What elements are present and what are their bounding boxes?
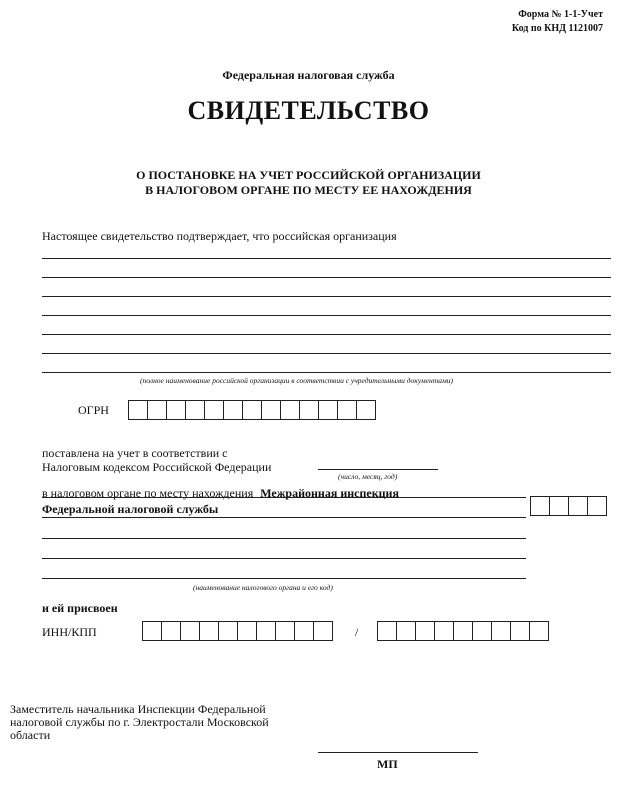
digit-cell[interactable] <box>162 622 181 640</box>
digit-cell[interactable] <box>219 622 238 640</box>
digit-cell[interactable] <box>397 622 416 640</box>
registration-line-2: Налоговым кодексом Российской Федерации <box>42 460 272 474</box>
digit-cell[interactable] <box>454 622 473 640</box>
digit-cell[interactable] <box>588 497 607 515</box>
signatory-line-1: Заместитель начальника Инспекции Федеральной <box>10 702 266 716</box>
digit-cell[interactable] <box>295 622 314 640</box>
digit-cell[interactable] <box>238 622 257 640</box>
subtitle-line-1: О ПОСТАНОВКЕ НА УЧЕТ РОССИЙСКОЙ ОРГАНИЗАЦИИ <box>136 168 481 182</box>
digit-cell[interactable] <box>569 497 588 515</box>
digit-cell[interactable] <box>319 401 338 419</box>
form-number-block <box>512 8 603 36</box>
org-name-line-5[interactable] <box>42 334 611 335</box>
digit-cell[interactable] <box>276 622 295 640</box>
digit-cell[interactable] <box>473 622 492 640</box>
tax-authority-line-5[interactable] <box>42 578 526 579</box>
org-name-hint: (полное наименование российской организации в соответствии с учредительными документами) <box>140 376 454 385</box>
document-subtitle <box>0 168 617 198</box>
agency-name: Федеральная налоговая служба <box>222 68 395 82</box>
knd-code: Код по КНД 1121007 <box>511 23 603 34</box>
digit-cell[interactable] <box>143 622 162 640</box>
digit-cell[interactable] <box>300 401 319 419</box>
assigned-label: и ей присвоен <box>42 601 118 615</box>
digit-cell[interactable] <box>167 401 186 419</box>
tax-authority-label-text: в налоговом органе по месту нахождения <box>42 486 254 500</box>
org-name-line-1[interactable] <box>42 258 611 259</box>
tax-authority-line-3[interactable] <box>42 538 526 539</box>
digit-cell[interactable] <box>338 401 357 419</box>
digit-cell[interactable] <box>129 401 148 419</box>
inn-kpp-separator: / <box>355 625 359 639</box>
digit-cell[interactable] <box>550 497 569 515</box>
digit-cell[interactable] <box>531 497 550 515</box>
org-name-line-3[interactable] <box>42 296 611 297</box>
tax-authority-value-part1: Межрайонная инспекция <box>260 486 399 500</box>
digit-cell[interactable] <box>416 622 435 640</box>
tax-authority-line-4[interactable] <box>42 558 526 559</box>
digit-cell[interactable] <box>281 401 300 419</box>
digit-cell[interactable] <box>357 401 376 419</box>
subtitle-line-2: В НАЛОГОВОМ ОРГАНЕ ПО МЕСТУ ЕЕ НАХОЖДЕНИЯ <box>145 183 472 197</box>
tax-authority-hint: (наименование налогового органа и его код) <box>193 583 333 592</box>
signature-line[interactable] <box>318 752 478 753</box>
tax-authority-code-cells[interactable] <box>530 496 607 516</box>
digit-cell[interactable] <box>530 622 549 640</box>
digit-cell[interactable] <box>314 622 333 640</box>
document-title: СВИДЕТЕЛЬСТВО <box>187 96 430 125</box>
digit-cell[interactable] <box>181 622 200 640</box>
inn-cells[interactable] <box>142 621 333 641</box>
digit-cell[interactable] <box>224 401 243 419</box>
digit-cell[interactable] <box>200 622 219 640</box>
tax-authority-value-part2: Федеральной налоговой службы <box>42 502 219 516</box>
kpp-cells[interactable] <box>377 621 549 641</box>
signatory-line-3: области <box>10 728 51 742</box>
digit-cell[interactable] <box>243 401 262 419</box>
digit-cell[interactable] <box>186 401 205 419</box>
org-name-line-6[interactable] <box>42 353 611 354</box>
digit-cell[interactable] <box>511 622 530 640</box>
form-number: Форма № 1-1-Учет <box>518 9 603 20</box>
org-name-line-4[interactable] <box>42 315 611 316</box>
org-name-line-7[interactable] <box>42 372 611 373</box>
ogrn-label: ОГРН <box>78 403 109 417</box>
digit-cell[interactable] <box>492 622 511 640</box>
intro-text: Настоящее свидетельство подтверждает, что российская организация <box>42 229 397 243</box>
digit-cell[interactable] <box>205 401 224 419</box>
org-name-line-2[interactable] <box>42 277 611 278</box>
registration-line-1: поставлена на учет в соответствии с <box>42 446 228 460</box>
registration-date-line[interactable] <box>318 469 438 470</box>
tax-authority-line-1[interactable] <box>42 497 526 498</box>
tax-authority-line-2[interactable] <box>42 517 526 518</box>
signatory-line-2: налоговой службы по г. Электростали Московской <box>10 715 269 729</box>
digit-cell[interactable] <box>262 401 281 419</box>
digit-cell[interactable] <box>148 401 167 419</box>
date-hint: (число, месяц, год) <box>338 472 398 481</box>
digit-cell[interactable] <box>435 622 454 640</box>
ogrn-cells[interactable] <box>128 400 376 420</box>
digit-cell[interactable] <box>378 622 397 640</box>
inn-kpp-label: ИНН/КПП <box>42 625 97 639</box>
stamp-label: МП <box>377 757 398 771</box>
digit-cell[interactable] <box>257 622 276 640</box>
